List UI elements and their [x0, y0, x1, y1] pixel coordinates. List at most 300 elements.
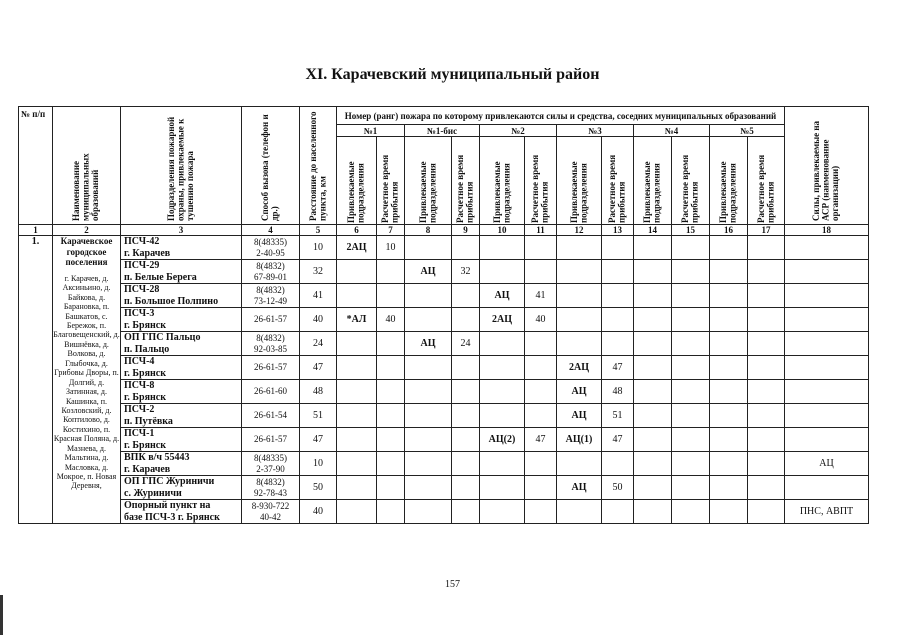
asr-cell: ПНС, АВПТ — [785, 500, 869, 524]
arrival-time-cell — [748, 380, 785, 404]
arrival-time-cell — [672, 452, 710, 476]
row-number: 1. — [19, 236, 53, 524]
settlement-list: г. Карачев, д. Аксиньино, д. Байкова, д. Барановка, п. Башкатов, с. Бережок, п. Благовещенский, д. Вишнёвка, д. Волкова, д. Глыбочка, д. Грибовы Дворы, п. Долгий, д. Затинная, д. Кашинка, п. Козловский, д. Коптилово, д. Костихино, п. Красная Поляна, д. Мазнева, д. Мальтина, д. Масловка, д. Мокрое, п. Новая Деревня, — [53, 273, 120, 491]
subheader-label: Расчетное время прибытия — [755, 154, 775, 223]
asr-cell: АЦ — [785, 452, 869, 476]
unit-name: ОП ГПС Журиничи — [124, 476, 215, 487]
table-row — [19, 332, 869, 356]
arrival-time-cell — [377, 476, 405, 500]
arrival-time-cell — [602, 260, 634, 284]
assigned-units-cell — [710, 380, 748, 404]
unit-location: п. Путёвка — [124, 415, 173, 427]
subheader-time — [748, 137, 785, 225]
distance-cell: 40 — [300, 500, 337, 524]
arrival-time-cell — [602, 452, 634, 476]
subheader-units — [480, 137, 525, 225]
table-row — [19, 452, 869, 476]
arrival-time-cell — [452, 356, 480, 380]
column-number: 12 — [557, 225, 602, 236]
call-line: 92-03-85 — [254, 343, 287, 354]
arrival-time-cell — [525, 452, 557, 476]
column-number: 4 — [242, 225, 300, 236]
arrival-time-cell — [452, 500, 480, 524]
header-np: № п/п — [19, 107, 53, 225]
assigned-units-cell — [405, 476, 452, 500]
assigned-units-cell — [557, 284, 602, 308]
column-number: 3 — [121, 225, 242, 236]
arrival-time-cell — [377, 332, 405, 356]
arrival-time-cell — [525, 380, 557, 404]
unit-name: ПСЧ-29 — [124, 260, 160, 271]
assigned-units-cell — [557, 260, 602, 284]
distance-cell: 51 — [300, 404, 337, 428]
arrival-time-cell: 47 — [602, 356, 634, 380]
assigned-units-cell — [337, 500, 377, 524]
call-line: 67-89-01 — [254, 271, 287, 282]
table-row — [19, 260, 869, 284]
assigned-units-cell — [405, 452, 452, 476]
assigned-units-cell — [337, 380, 377, 404]
assigned-units-cell — [480, 500, 525, 524]
asr-cell — [785, 284, 869, 308]
arrival-time-cell — [672, 500, 710, 524]
column-number: 15 — [672, 225, 710, 236]
call-cell — [242, 404, 300, 428]
assigned-units-cell — [337, 476, 377, 500]
unit-cell — [121, 284, 242, 308]
asr-cell — [785, 404, 869, 428]
table-row — [19, 356, 869, 380]
arrival-time-cell — [377, 260, 405, 284]
assigned-units-cell — [557, 308, 602, 332]
assigned-units-cell: АЦ — [557, 404, 602, 428]
municipality-cell — [53, 236, 121, 524]
arrival-time-cell: 24 — [452, 332, 480, 356]
assigned-units-cell — [337, 332, 377, 356]
table-row — [19, 500, 869, 524]
arrival-time-cell — [452, 452, 480, 476]
arrival-time-cell: 41 — [525, 284, 557, 308]
arrival-time-cell — [748, 500, 785, 524]
call-line: 2-37-90 — [256, 463, 285, 474]
assigned-units-cell — [405, 284, 452, 308]
distance-cell: 47 — [300, 428, 337, 452]
arrival-time-cell — [672, 332, 710, 356]
arrival-time-cell — [602, 308, 634, 332]
unit-cell — [121, 332, 242, 356]
distance-cell: 41 — [300, 284, 337, 308]
distance-cell: 48 — [300, 380, 337, 404]
unit-cell — [121, 308, 242, 332]
arrival-time-cell — [748, 356, 785, 380]
column-number: 8 — [405, 225, 452, 236]
header-call: Способ вызова (телефон и др.) — [260, 113, 280, 221]
call-line: 8(48335) — [254, 453, 287, 464]
assigned-units-cell — [634, 404, 672, 428]
rank-header: №1-бис — [405, 125, 480, 137]
unit-cell — [121, 236, 242, 260]
column-number: 18 — [785, 225, 869, 236]
assigned-units-cell — [480, 404, 525, 428]
assigned-units-cell — [710, 476, 748, 500]
call-line: 26-61-57 — [254, 362, 287, 373]
assigned-units-cell: АЦ(2) — [480, 428, 525, 452]
column-number: 1 — [19, 225, 53, 236]
unit-location: п. Пальцо — [124, 343, 170, 355]
call-line: 26-61-54 — [254, 410, 287, 421]
arrival-time-cell — [452, 236, 480, 260]
arrival-time-cell — [748, 428, 785, 452]
page-title: XI. Карачевский муниципальный район — [305, 66, 600, 83]
arrival-time-cell — [452, 428, 480, 452]
unit-cell — [121, 476, 242, 500]
arrival-time-cell — [525, 500, 557, 524]
asr-cell — [785, 308, 869, 332]
column-number: 11 — [525, 225, 557, 236]
header-asr: Силы, привлекаемые на АСР (наименование организации) — [811, 120, 841, 221]
arrival-time-cell — [452, 404, 480, 428]
unit-name: ВПК в/ч 55443 — [124, 452, 190, 463]
page-number: 157 — [445, 579, 460, 590]
assigned-units-cell — [634, 284, 672, 308]
assigned-units-cell: 2АЦ — [557, 356, 602, 380]
assigned-units-cell — [480, 356, 525, 380]
asr-cell — [785, 428, 869, 452]
rank-header: №2 — [480, 125, 557, 137]
unit-cell — [121, 404, 242, 428]
subheader-time — [672, 137, 710, 225]
arrival-time-cell — [452, 308, 480, 332]
table-row — [19, 308, 869, 332]
assigned-units-cell — [634, 500, 672, 524]
assigned-units-cell — [634, 332, 672, 356]
assigned-units-cell — [557, 332, 602, 356]
call-line: 8(4832) — [256, 333, 285, 344]
table-row — [19, 404, 869, 428]
call-cell — [242, 380, 300, 404]
assigned-units-cell: АЦ — [480, 284, 525, 308]
subheader-time — [377, 137, 405, 225]
unit-cell — [121, 356, 242, 380]
arrival-time-cell — [452, 284, 480, 308]
arrival-time-cell: 50 — [602, 476, 634, 500]
assigned-units-cell — [634, 260, 672, 284]
column-number: 7 — [377, 225, 405, 236]
arrival-time-cell — [672, 308, 710, 332]
subheader-label: Расчетное время прибытия — [680, 154, 700, 223]
subheader-label: Привлекаемые подразделения — [718, 160, 738, 223]
call-cell — [242, 308, 300, 332]
arrival-time-cell: 48 — [602, 380, 634, 404]
subheader-label: Привлекаемые подразделения — [568, 160, 588, 223]
call-line: 8(4832) — [256, 261, 285, 272]
arrival-time-cell — [672, 380, 710, 404]
header-rank: Номер (ранг) пожара по которому привлекаются силы и средства, соседних муниципальных образований — [337, 107, 785, 125]
municipality-head: Карачевское городское поселения — [60, 236, 113, 268]
call-line: 26-61-57 — [254, 314, 287, 325]
assigned-units-cell — [634, 380, 672, 404]
table-row — [19, 236, 869, 260]
assigned-units-cell — [557, 236, 602, 260]
unit-location: г. Карачев — [124, 463, 171, 475]
unit-location: г. Брянск — [124, 367, 166, 379]
arrival-time-cell: 32 — [452, 260, 480, 284]
assigned-units-cell — [405, 308, 452, 332]
distance-cell: 10 — [300, 452, 337, 476]
assigned-units-cell — [634, 356, 672, 380]
column-number: 6 — [337, 225, 377, 236]
call-line: 73-12-49 — [254, 295, 287, 306]
assigned-units-cell — [405, 356, 452, 380]
unit-cell — [121, 380, 242, 404]
unit-name: ПСЧ-2 — [124, 404, 155, 415]
column-number: 17 — [748, 225, 785, 236]
assigned-units-cell — [710, 236, 748, 260]
forces-table — [18, 106, 869, 524]
call-cell — [242, 356, 300, 380]
arrival-time-cell: 40 — [377, 308, 405, 332]
distance-cell: 10 — [300, 236, 337, 260]
binding-edge — [0, 595, 3, 635]
assigned-units-cell — [405, 236, 452, 260]
arrival-time-cell: 10 — [377, 236, 405, 260]
arrival-time-cell — [672, 428, 710, 452]
assigned-units-cell — [710, 332, 748, 356]
asr-cell — [785, 476, 869, 500]
column-number: 10 — [480, 225, 525, 236]
subheader-label: Привлекаемые подразделения — [642, 160, 662, 223]
table-row — [19, 284, 869, 308]
subheader-units — [710, 137, 748, 225]
arrival-time-cell — [672, 260, 710, 284]
column-number: 14 — [634, 225, 672, 236]
assigned-units-cell — [634, 236, 672, 260]
arrival-time-cell: 47 — [525, 428, 557, 452]
assigned-units-cell: АЦ — [557, 476, 602, 500]
call-cell — [242, 476, 300, 500]
unit-location: г. Карачев — [124, 247, 171, 259]
unit-name: ПСЧ-4 — [124, 356, 155, 367]
assigned-units-cell — [634, 452, 672, 476]
assigned-units-cell — [634, 476, 672, 500]
arrival-time-cell: 51 — [602, 404, 634, 428]
unit-location: г. Брянск — [124, 391, 166, 403]
distance-cell: 40 — [300, 308, 337, 332]
unit-name: Опорный пункт на — [124, 500, 211, 511]
asr-cell — [785, 380, 869, 404]
call-cell — [242, 332, 300, 356]
column-number: 13 — [602, 225, 634, 236]
header-mo: Наименование муниципальных образований — [71, 152, 101, 221]
assigned-units-cell: 2АЦ — [337, 236, 377, 260]
subheader-label: Привлекаемые подразделения — [346, 160, 366, 223]
assigned-units-cell — [405, 500, 452, 524]
assigned-units-cell — [405, 380, 452, 404]
call-cell — [242, 428, 300, 452]
subheader-time — [452, 137, 480, 225]
arrival-time-cell — [672, 236, 710, 260]
arrival-time-cell — [602, 236, 634, 260]
unit-name: ПСЧ-3 — [124, 308, 155, 319]
subheader-units — [405, 137, 452, 225]
arrival-time-cell — [748, 260, 785, 284]
assigned-units-cell — [480, 476, 525, 500]
assigned-units-cell — [337, 284, 377, 308]
assigned-units-cell — [337, 356, 377, 380]
assigned-units-cell — [710, 260, 748, 284]
subheader-units — [557, 137, 602, 225]
assigned-units-cell — [710, 356, 748, 380]
arrival-time-cell — [377, 452, 405, 476]
call-line: 8(48335) — [254, 237, 287, 248]
column-number: 5 — [300, 225, 337, 236]
subheader-label: Расчетное время прибытия — [380, 154, 400, 223]
header-units: Подразделения пожарной охраны, привлекаемые к тушению пожара — [165, 116, 195, 221]
unit-location: п. Большое Полпино — [124, 295, 219, 307]
header-dist: Расстояние до населенного пункта, км — [307, 111, 327, 221]
assigned-units-cell — [337, 452, 377, 476]
unit-cell — [121, 500, 242, 524]
asr-cell — [785, 236, 869, 260]
asr-cell — [785, 356, 869, 380]
arrival-time-cell — [748, 452, 785, 476]
arrival-time-cell — [525, 476, 557, 500]
asr-cell — [785, 260, 869, 284]
assigned-units-cell — [634, 428, 672, 452]
arrival-time-cell — [748, 284, 785, 308]
unit-location: г. Брянск — [124, 439, 166, 451]
arrival-time-cell: 47 — [602, 428, 634, 452]
assigned-units-cell — [710, 452, 748, 476]
arrival-time-cell — [748, 236, 785, 260]
subheader-label: Расчетное время прибытия — [455, 154, 475, 223]
subheader-units — [634, 137, 672, 225]
table-row — [19, 380, 869, 404]
subheader-time — [525, 137, 557, 225]
arrival-time-cell — [672, 404, 710, 428]
arrival-time-cell — [525, 356, 557, 380]
table-row — [19, 476, 869, 500]
arrival-time-cell — [748, 308, 785, 332]
rank-header: №5 — [710, 125, 785, 137]
arrival-time-cell — [525, 404, 557, 428]
arrival-time-cell — [377, 500, 405, 524]
assigned-units-cell — [710, 500, 748, 524]
rank-header: №1 — [337, 125, 405, 137]
assigned-units-cell — [480, 380, 525, 404]
asr-cell — [785, 332, 869, 356]
arrival-time-cell — [525, 236, 557, 260]
distance-cell: 47 — [300, 356, 337, 380]
call-line: 2-40-95 — [256, 247, 285, 258]
arrival-time-cell — [377, 428, 405, 452]
unit-cell — [121, 260, 242, 284]
arrival-time-cell: 40 — [525, 308, 557, 332]
assigned-units-cell: АЦ — [405, 332, 452, 356]
assigned-units-cell — [405, 428, 452, 452]
arrival-time-cell — [672, 476, 710, 500]
assigned-units-cell — [405, 404, 452, 428]
call-cell — [242, 452, 300, 476]
assigned-units-cell — [337, 428, 377, 452]
subheader-time — [602, 137, 634, 225]
call-line: 8(4832) — [256, 477, 285, 488]
assigned-units-cell — [480, 236, 525, 260]
call-cell — [242, 500, 300, 524]
assigned-units-cell — [480, 260, 525, 284]
call-cell — [242, 284, 300, 308]
arrival-time-cell — [377, 380, 405, 404]
rank-header: №3 — [557, 125, 634, 137]
assigned-units-cell — [634, 308, 672, 332]
column-number: 2 — [53, 225, 121, 236]
arrival-time-cell — [377, 404, 405, 428]
unit-name: ПСЧ-28 — [124, 284, 160, 295]
arrival-time-cell — [525, 332, 557, 356]
table-row — [19, 428, 869, 452]
assigned-units-cell: 2АЦ — [480, 308, 525, 332]
unit-name: ОП ГПС Пальцо — [124, 332, 201, 343]
unit-cell — [121, 428, 242, 452]
assigned-units-cell — [710, 428, 748, 452]
subheader-label: Привлекаемые подразделения — [417, 160, 437, 223]
assigned-units-cell: *АЛ — [337, 308, 377, 332]
unit-location: п. Белые Берега — [124, 271, 197, 283]
arrival-time-cell — [602, 332, 634, 356]
unit-name: ПСЧ-42 — [124, 236, 160, 247]
call-line: 40-42 — [260, 511, 281, 522]
arrival-time-cell — [377, 356, 405, 380]
arrival-time-cell — [748, 332, 785, 356]
unit-location: базе ПСЧ-3 г. Брянск — [124, 511, 220, 523]
call-line: 26-61-60 — [254, 386, 287, 397]
assigned-units-cell — [337, 260, 377, 284]
unit-name: ПСЧ-8 — [124, 380, 155, 391]
call-cell — [242, 236, 300, 260]
subheader-units — [337, 137, 377, 225]
call-line: 92-78-43 — [254, 487, 287, 498]
arrival-time-cell — [672, 356, 710, 380]
arrival-time-cell — [748, 476, 785, 500]
distance-cell: 50 — [300, 476, 337, 500]
subheader-label: Расчетное время прибытия — [530, 154, 550, 223]
unit-location: с. Журиничи — [124, 487, 182, 499]
assigned-units-cell — [480, 332, 525, 356]
arrival-time-cell — [602, 500, 634, 524]
assigned-units-cell — [480, 452, 525, 476]
call-line: 8-930-722 — [251, 501, 290, 512]
arrival-time-cell — [377, 284, 405, 308]
assigned-units-cell — [337, 404, 377, 428]
arrival-time-cell — [672, 284, 710, 308]
subheader-label: Расчетное время прибытия — [607, 154, 627, 223]
assigned-units-cell — [710, 404, 748, 428]
call-line: 8(4832) — [256, 285, 285, 296]
distance-cell: 24 — [300, 332, 337, 356]
distance-cell: 32 — [300, 260, 337, 284]
assigned-units-cell: АЦ — [405, 260, 452, 284]
call-line: 26-61-57 — [254, 434, 287, 445]
unit-cell — [121, 452, 242, 476]
column-number: 9 — [452, 225, 480, 236]
call-cell — [242, 260, 300, 284]
arrival-time-cell — [525, 260, 557, 284]
rank-header: №4 — [634, 125, 710, 137]
assigned-units-cell — [557, 500, 602, 524]
assigned-units-cell: АЦ — [557, 380, 602, 404]
column-number: 16 — [710, 225, 748, 236]
assigned-units-cell — [710, 308, 748, 332]
